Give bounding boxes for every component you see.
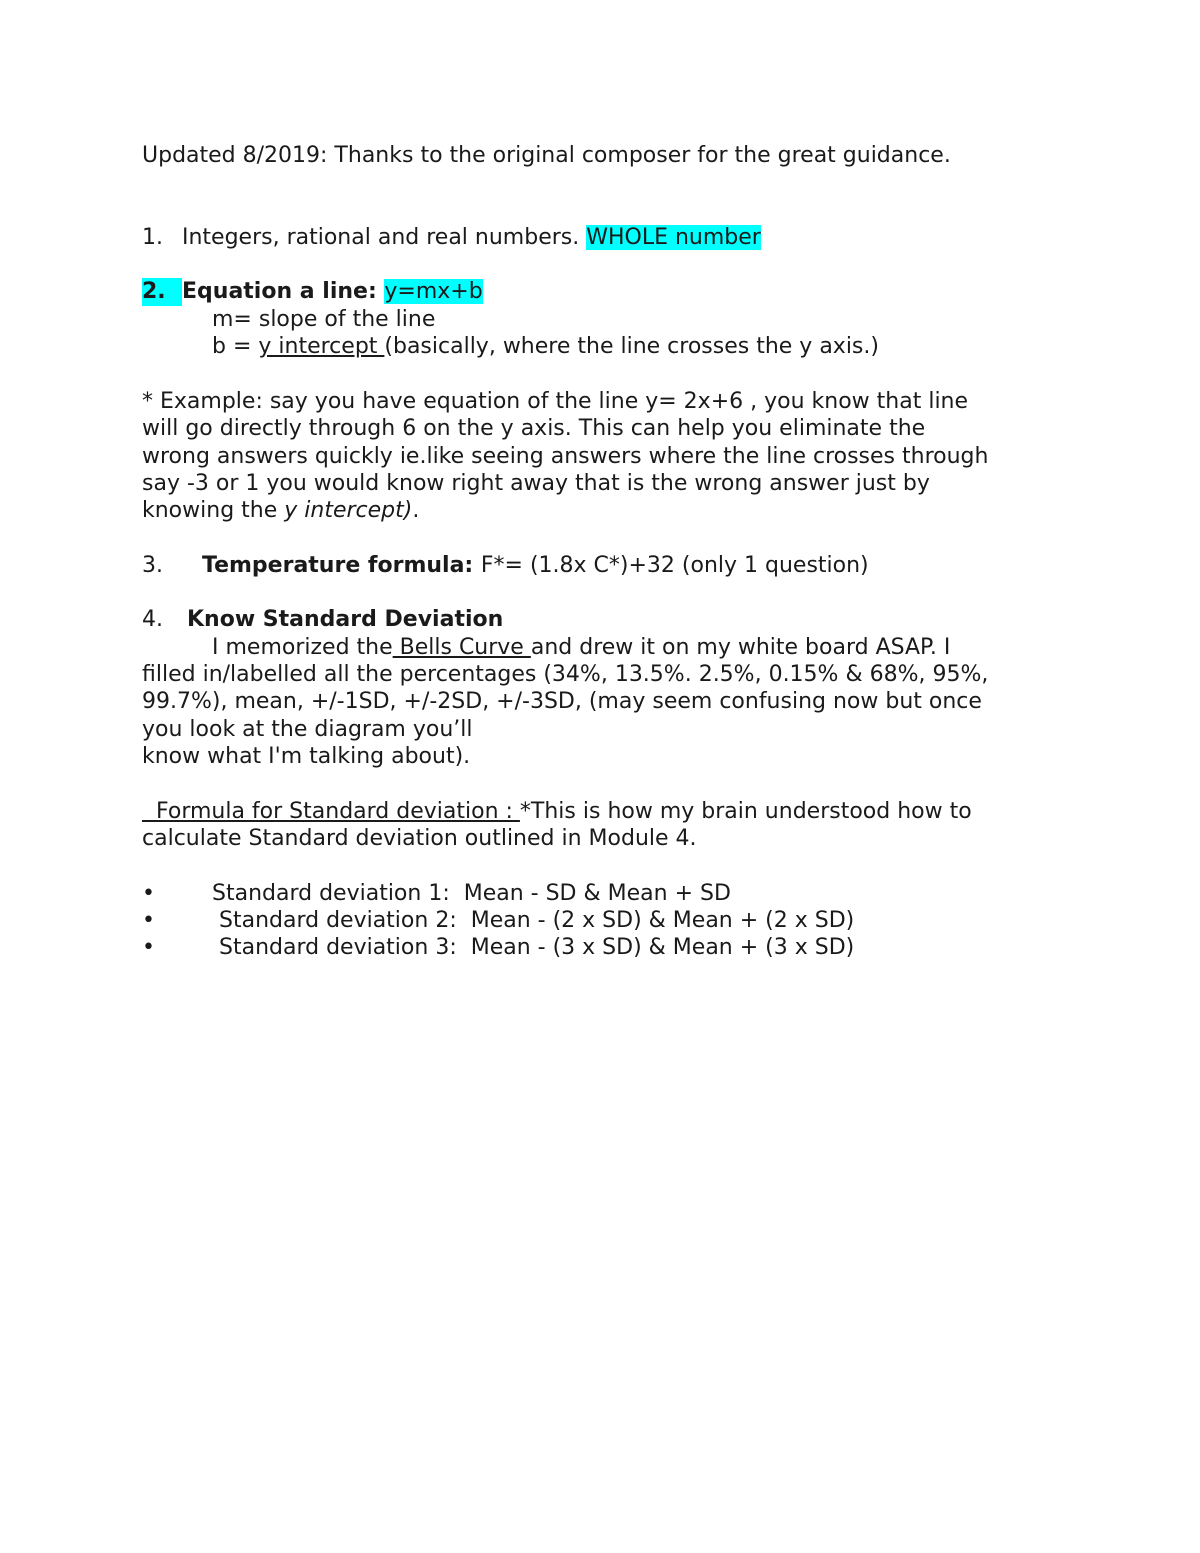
item-3 [142,552,869,580]
bullet-icon: • [142,935,155,960]
item-2-b-underlined: y intercept [258,334,385,359]
example-line-5-prefix: knowing the [142,498,285,523]
item-2-heading [142,278,483,306]
bullet-text: Standard deviation 2: Mean - (2 x SD) & Mean + (2 x SD) [212,908,855,933]
bullet-item [142,880,731,908]
item-1-highlight: WHOLE number [586,225,761,250]
formula-line-1-suffix: *This is how my brain understood how to [519,799,972,824]
bullet-text: Standard deviation 1: Mean - SD & Mean + SD [212,881,731,906]
formula-underlined: Formula for Standard deviation : [142,799,520,824]
item-3-title: Temperature formula: [202,553,481,578]
item-4-number: 4. [142,607,163,632]
example-line-1: * Example: say you have equation of the line y= 2x+6 , you know that line [142,389,969,414]
item-4-line-1 [212,634,950,662]
item-4-heading [142,606,503,634]
updated-note: Updated 8/2019: Thanks to the original composer for the great guidance. [142,143,951,168]
example-line-5-italic: y intercept) [284,498,413,523]
item-2-b-suffix: (basically, where the line crosses the y axis.) [384,334,879,359]
example-line-4: say -3 or 1 you would know right away that is the wrong answer just by [142,471,930,496]
item-4-line-1-suffix: and drew it on my white board ASAP. I [530,635,951,660]
formula-line-2: calculate Standard deviation outlined in Module 4. [142,826,697,851]
example-line-5-suffix: . [412,498,420,523]
example-line-3: wrong answers quickly ie.like seeing answers where the line crosses through [142,444,989,469]
item-3-text: F*= (1.8x C*)+32 (only 1 question) [480,553,869,578]
bullet-icon: • [142,881,155,906]
bullet-text: Standard deviation 3: Mean - (3 x SD) & Mean + (3 x SD) [212,935,855,960]
item-4-line-5: know what I'm talking about). [142,744,471,769]
item-2-m-line: m= slope of the line [212,307,436,332]
bullet-item [142,907,854,935]
example-line-2: will go directly through 6 on the y axis. This can help you eliminate the [142,416,926,441]
item-4-line-4: you look at the diagram you’ll [142,717,473,742]
item-4-line-1-underlined: Bells Curve [392,635,531,660]
item-2-number: 2. [142,278,182,306]
item-2-b-prefix: b = [212,334,259,359]
formula-line-1 [142,798,972,826]
bullet-item [142,934,854,962]
item-4-line-1-prefix: I memorized the [212,635,393,660]
item-3-number: 3. [142,553,163,578]
item-4-line-3: 99.7%), mean, +/-1SD, +/-2SD, +/-3SD, (may seem confusing now but once [142,689,982,714]
item-2-formula: y=mx+b [384,279,483,304]
item-2-title: Equation a line: [182,279,385,304]
item-4-line-2: filled in/labelled all the percentages (34%, 13.5%. 2.5%, 0.15% & 68%, 95%, [142,662,989,687]
item-1-number: 1. [142,225,163,250]
item-4-title: Know Standard Deviation [187,607,504,632]
example-line-5 [142,497,419,525]
item-2-b-line [212,333,879,361]
item-1-text: Integers, rational and real numbers. [182,225,587,250]
item-1 [142,224,761,252]
bullet-icon: • [142,908,155,933]
